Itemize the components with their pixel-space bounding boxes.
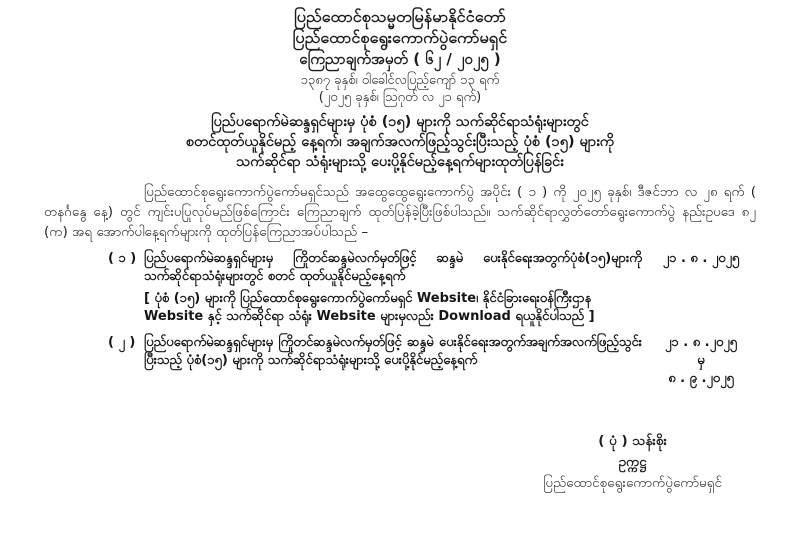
gregorian-date: (၂၀၂၅ ခုနှစ်၊ ဩဂုတ် လ ၂၁ ရက်): [318, 90, 482, 105]
list-item-2: [108, 334, 760, 388]
item-2-text: [142, 334, 642, 370]
signature-block: [543, 432, 722, 493]
myanmar-calendar-date: ၁၃၈၇ ခုနှစ်၊ ဝါခေါင်လပြည့်ကျော် ၁၃ ရက်: [300, 73, 500, 88]
item-2-date-connector: မှ: [697, 353, 705, 368]
document-header: [0, 0, 800, 106]
item-2-number: ( ၂ ): [108, 335, 136, 350]
announcement-number: ကြေညာချက်အမှတ် ( ၆၂ / ၂၀၂၅ ): [299, 50, 501, 68]
commission-title: ပြည်ထောင်စုရွေးကောက်ပွဲကော်မရှင်: [292, 28, 508, 47]
item-2-date-column: [642, 334, 760, 388]
item-1-date-column: [642, 250, 760, 268]
list-item-1: [108, 250, 760, 326]
subject-heading: [0, 112, 800, 172]
signer-title: ဥက္ကဋ္ဌ: [618, 454, 647, 470]
signer-organization: ပြည်ထောင်စုရွေးကောက်ပွဲကော်မရှင်: [543, 475, 722, 491]
items-list: [108, 250, 760, 388]
item-1-date: ၂၁ . ၈ . ၂၀၂၅: [662, 251, 740, 266]
subject-line-3: သက်ဆိုင်ရာ သံရုံးများသို့ ပေးပို့နိုင်မည့်နေ့ရက်များထုတ်ပြန်ခြင်း: [236, 154, 564, 170]
item-1-website-note: [ ပုံစံ (၁၅) များကို ပြည်ထောင်စုရွေးကောက်ပွဲကော်မရှင် Website၊ နိုင်ငံခြားရေးဝန်ကြီးဌာန Website နှင့် သက်ဆိုင်ရာ သံရုံး Website များမှလည်း Download ရယူနိုင်ပါသည် ]: [144, 291, 595, 324]
item-1-number: ( ၁ ): [108, 251, 137, 266]
signed-name: ( ပုံ ) သန်းစိုး: [598, 433, 667, 449]
subject-line-1: ပြည်ပရောက်မဲဆန္ဒရှင်များမှ ပုံစံ (၁၅) များကို သက်ဆိုင်ရာသံရုံးများတွင်: [211, 114, 589, 130]
subject-line-2: စတင်ထုတ်ယူနိုင်မည့် နေ့ရက်၊ အချက်အလက်ဖြည့်သွင်းပြီးသည့် ပုံစံ (၁၅) များကို: [185, 134, 615, 150]
item-2-date-to: ၈ . ၉ .၂၀၂၅: [668, 371, 734, 386]
country-title: ပြည်ထောင်စုသမ္မတမြန်မာနိုင်ငံတော်: [294, 7, 506, 26]
body-paragraph: ပြည်ထောင်စုရွေးကောက်ပွဲကော်မရှင်သည် အထွေထွေရွေးကောက်ပွဲ အပိုင်း ( ၁ ) ကို ၂၀၂၅ ခုနှစ်၊ ဒီဇင်ဘာ လ ၂၈ ရက် ( တနင်္ဂနွေ နေ့) တွင် ကျင်းပပြုလုပ်မည်ဖြစ်ကြောင်း ကြေညာချက် ထုတ်ပြန်ခဲ့ပြီးဖြစ်ပါသည်။ သက်ဆိုင်ရာလွှတ်တော်ရွေးကောက်ပွဲ နည်းဥပဒေ ၈၂ (က) အရ အောက်ပါနေ့ရက်များကို ထုတ်ပြန်ကြေညာအပ်ပါသည် –: [44, 184, 756, 240]
item-2-description: ပြည်ပရောက်မဲဆန္ဒရှင်များမှ ကြိုတင်ဆန္ဒမဲလက်မှတ်ဖြင့် ဆန္ဒမဲ ပေးနိုင်ရေးအတွက်အချက်အလက်ဖြည့်သွင်းပြီးသည့် ပုံစံ(၁၅) များကို သက်ဆိုင်ရာသံရုံးများသို့ ပေးပို့နိုင်မည့်နေ့ရက်: [144, 335, 642, 368]
item-2-date-from: ၂၁ . ၈ .၂၀၂၅: [665, 335, 737, 350]
item-1-description: ပြည်ပရောက်မဲဆန္ဒရှင်များမှ ကြိုတင်ဆန္ဒမဲလက်မှတ်ဖြင့် ဆန္ဒမဲ ပေးနိုင်ရေးအတွက်ပုံစံ(၁၅)များကို သက်ဆိုင်ရာသံရုံးများတွင် စတင် ထုတ်ယူနိုင်မည့်နေ့ရက်: [144, 251, 642, 284]
item-1-text: [142, 250, 642, 326]
